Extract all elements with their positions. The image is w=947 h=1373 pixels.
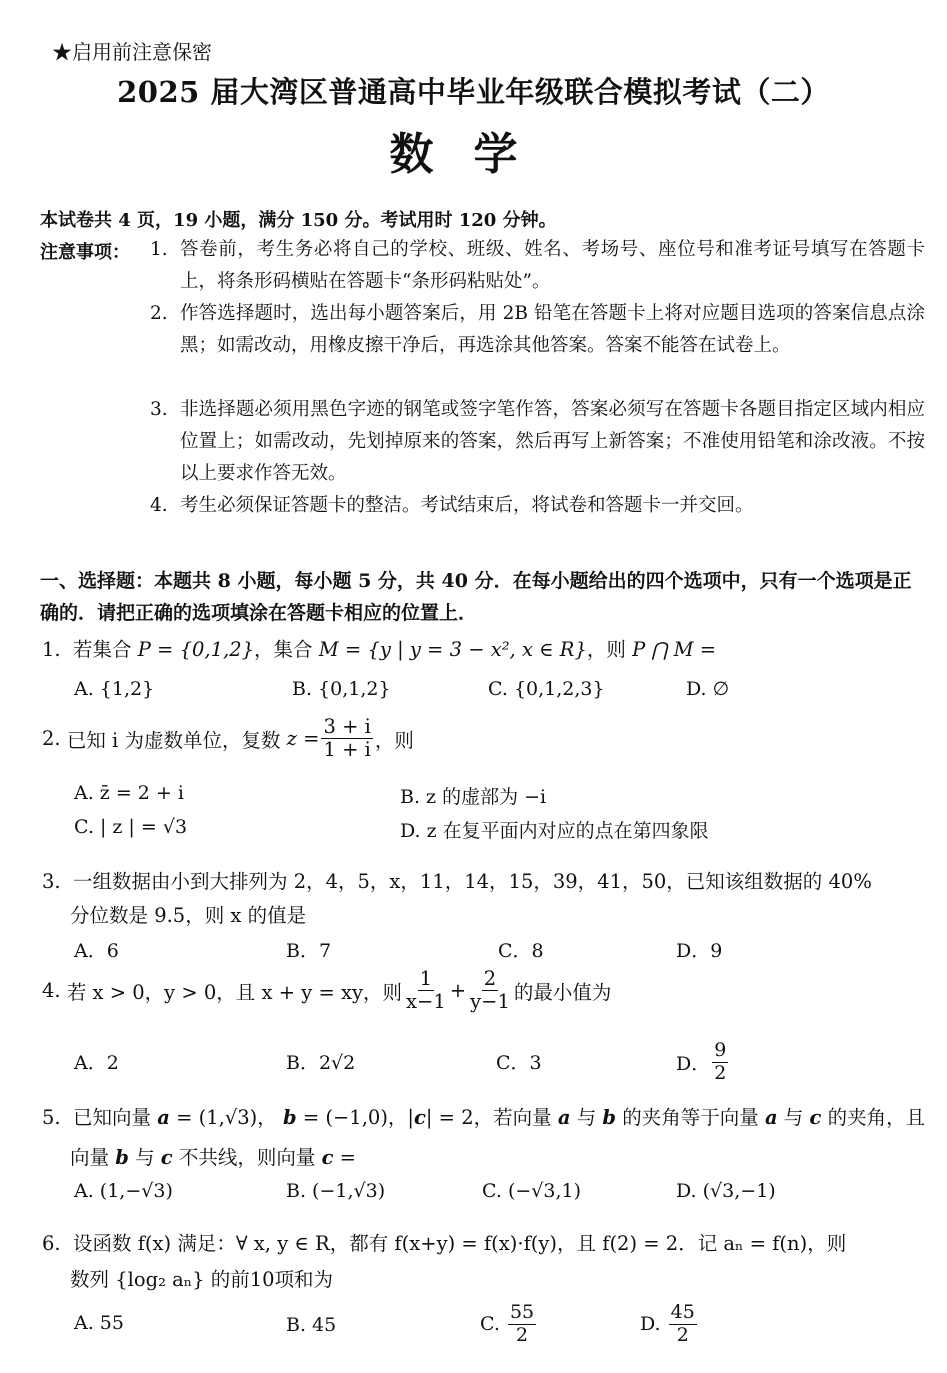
question-text: 的最小值为 [513,980,612,1004]
vector-symbol: b [115,1146,129,1169]
option-b: B. {0,1,2} [292,678,391,700]
option-b: B. z 的虚部为 −i [400,786,547,808]
fraction-numerator: 1 [419,967,433,990]
math-expression: = (−1,0)，| [302,1106,415,1129]
option-label: D. [640,1313,661,1336]
notice-text: 作答选择题时，选出每小题答案后，用 2B 铅笔在答题卡上将对应题目选项的答案信息点涂黑；如需改动，用橡皮擦干净后，再选涂其他答案。答案不能答在试卷上。 [180,303,925,356]
question-number: 3. [42,870,61,893]
question-text: 的夹角，且 [827,1106,926,1129]
question-text: 不共线，则向量 [178,1146,316,1169]
section-heading: 一、选择题：本题共 8 小题，每小题 5 分，共 40 分．在每小题给出的四个选项中，只有一个选项是正确的．请把正确的选项填涂在答题卡相应的位置上． [40,570,912,624]
option-b: B．2√2 [286,1052,356,1074]
question-6-line-2: 数列 {log₂ aₙ} 的前10项和为 [70,1268,334,1291]
math-operator: + [449,979,467,1003]
math-expression: P ⋂ M = [632,638,717,661]
question-text: 设函数 f(x) 满足：∀ x, y ∈ R，都有 f(x+y) = f(x)·f(y)，且 f(2) = 2．记 aₙ = f(n)，则 [73,1232,847,1255]
exam-title: 2025 届大湾区普通高中毕业年级联合模拟考试（二） [117,75,830,109]
option-d [640,1302,699,1347]
notice-label: 注意事项： [40,242,130,263]
notice-item-4 [150,490,925,522]
option-a: A. {1,2} [74,678,155,700]
vector-symbol: a [557,1106,571,1129]
question-2 [42,716,414,762]
option-a: A. 55 [74,1312,124,1334]
question-text: | = 2，若向量 [425,1106,552,1129]
option-b: B. (−1,√3) [286,1180,386,1202]
option-c [480,1302,538,1347]
vector-symbol: c [414,1106,426,1129]
fraction-numerator: 45 [670,1301,695,1323]
question-text: 已知 i 为虚数单位，复数 [66,728,281,752]
vector-symbol: c [321,1146,334,1169]
fraction-numerator: 3 + i [323,715,371,738]
question-4 [42,968,611,1014]
math-expression: M = {y | y = 3 − x², x ∈ R} [318,638,587,661]
question-text: ，则 [586,638,626,661]
option-c: C. {0,1,2,3} [488,678,605,700]
option-d: D. ∅ [686,678,730,700]
notice-item-1 [150,234,925,298]
fraction-denominator: x−1 [406,990,446,1014]
notice-num: 3. [150,399,168,420]
notice-num: 4. [150,495,168,516]
option-d [676,1040,730,1085]
fraction [508,1302,536,1347]
math-expression: = (1,√3)， [176,1106,277,1129]
fraction-denominator: y−1 [470,990,510,1014]
question-text: 与 [783,1106,804,1129]
vector-symbol: b [282,1106,297,1129]
subject-title: 数学 [389,129,558,180]
fraction-denominator: 2 [676,1323,689,1346]
option-c: C．3 [496,1052,542,1074]
notice-item-3 [150,394,925,490]
vector-symbol: a [764,1106,778,1129]
exam-info: 本试卷共 4 页，19 小题，满分 150 分。考试用时 120 分钟。 [40,210,557,231]
fraction [321,716,372,762]
question-5 [42,1102,925,1130]
option-d: D. (√3,−1) [676,1180,776,1202]
question-text: 一组数据由小到大排列为 2，4，5，x，11，14，15，39，41，50，已知该组数据的 40% [73,870,872,893]
question-number: 5. [42,1106,61,1129]
option-a: A. z̄ = 2 + i [74,782,184,804]
option-b: B．7 [286,940,332,962]
question-text: 的夹角等于向量 [622,1106,759,1129]
vector-symbol: a [157,1106,170,1129]
question-number: 4. [42,979,61,1003]
vector-symbol: c [160,1146,173,1169]
fraction-denominator: 2 [714,1061,727,1084]
question-text: ，则 [374,728,414,752]
fraction-numerator: 55 [509,1301,535,1323]
question-3-line-2: 分位数是 9.5，则 x 的值是 [70,904,307,927]
notice-text: 非选择题必须用黑色字迹的钢笔或签字笔作答，答案必须写在答题卡各题目指定区域内相应位置上；如需改动，先划掉原来的答案，然后再写上新答案；不准使用铅笔和涂改液。不按以上要求作答无效。 [180,399,925,484]
question-3 [42,866,872,894]
option-d: D．9 [676,940,723,962]
notice-num: 2. [150,303,168,324]
math-expression: P = {0,1,2} [137,638,255,661]
fraction-denominator: 1 + i [323,738,371,762]
option-c: C. (−√3,1) [482,1180,582,1202]
fraction [404,968,448,1014]
option-b: B. 45 [286,1314,337,1336]
option-a: A．2 [74,1052,119,1074]
question-number: 6. [42,1232,61,1255]
question-5-line-2 [70,1142,356,1170]
question-text: 若集合 [73,638,132,661]
vector-symbol: c [809,1106,822,1129]
question-6 [42,1228,846,1256]
option-c: C．8 [498,940,544,962]
option-label: C. [480,1313,500,1336]
fraction [669,1302,697,1347]
fraction-numerator: 2 [483,967,497,990]
notice-text: 答卷前，考生务必将自己的学校、班级、姓名、考场号、座位号和准考证号填写在答题卡上，将条形码横贴在答题卡“条形码粘贴处”。 [180,239,925,292]
question-text: 已知向量 [73,1106,152,1129]
fraction-denominator: 2 [516,1323,529,1346]
option-d: D. z 在复平面内对应的点在第四象限 [400,820,709,842]
fraction [468,968,512,1014]
question-text: 若 x > 0，y > 0，且 x + y = xy，则 [66,980,403,1004]
question-number: 1. [42,638,61,661]
option-a: A. (1,−√3) [74,1180,173,1202]
math-operator: = [339,1146,356,1169]
notice-num: 1. [150,239,168,260]
question-text: 与 [135,1146,155,1169]
question-text: 向量 [70,1146,110,1169]
math-expression: z = [286,727,320,751]
option-a: A．6 [74,940,119,962]
fraction [712,1040,728,1085]
question-text: ，集合 [254,638,313,661]
question-1 [42,634,716,662]
vector-symbol: b [602,1106,617,1129]
question-text: 与 [576,1106,597,1129]
notice-text: 考生必须保证答题卡的整洁。考试结束后，将试卷和答题卡一并交回。 [180,495,754,516]
question-number: 2. [42,727,61,751]
fraction-numerator: 9 [714,1039,727,1061]
confidential-label: ★启用前注意保密 [52,40,212,64]
notice-item-2 [150,298,925,362]
option-label: D． [676,1052,711,1075]
option-c: C. | z | = √3 [74,816,188,838]
